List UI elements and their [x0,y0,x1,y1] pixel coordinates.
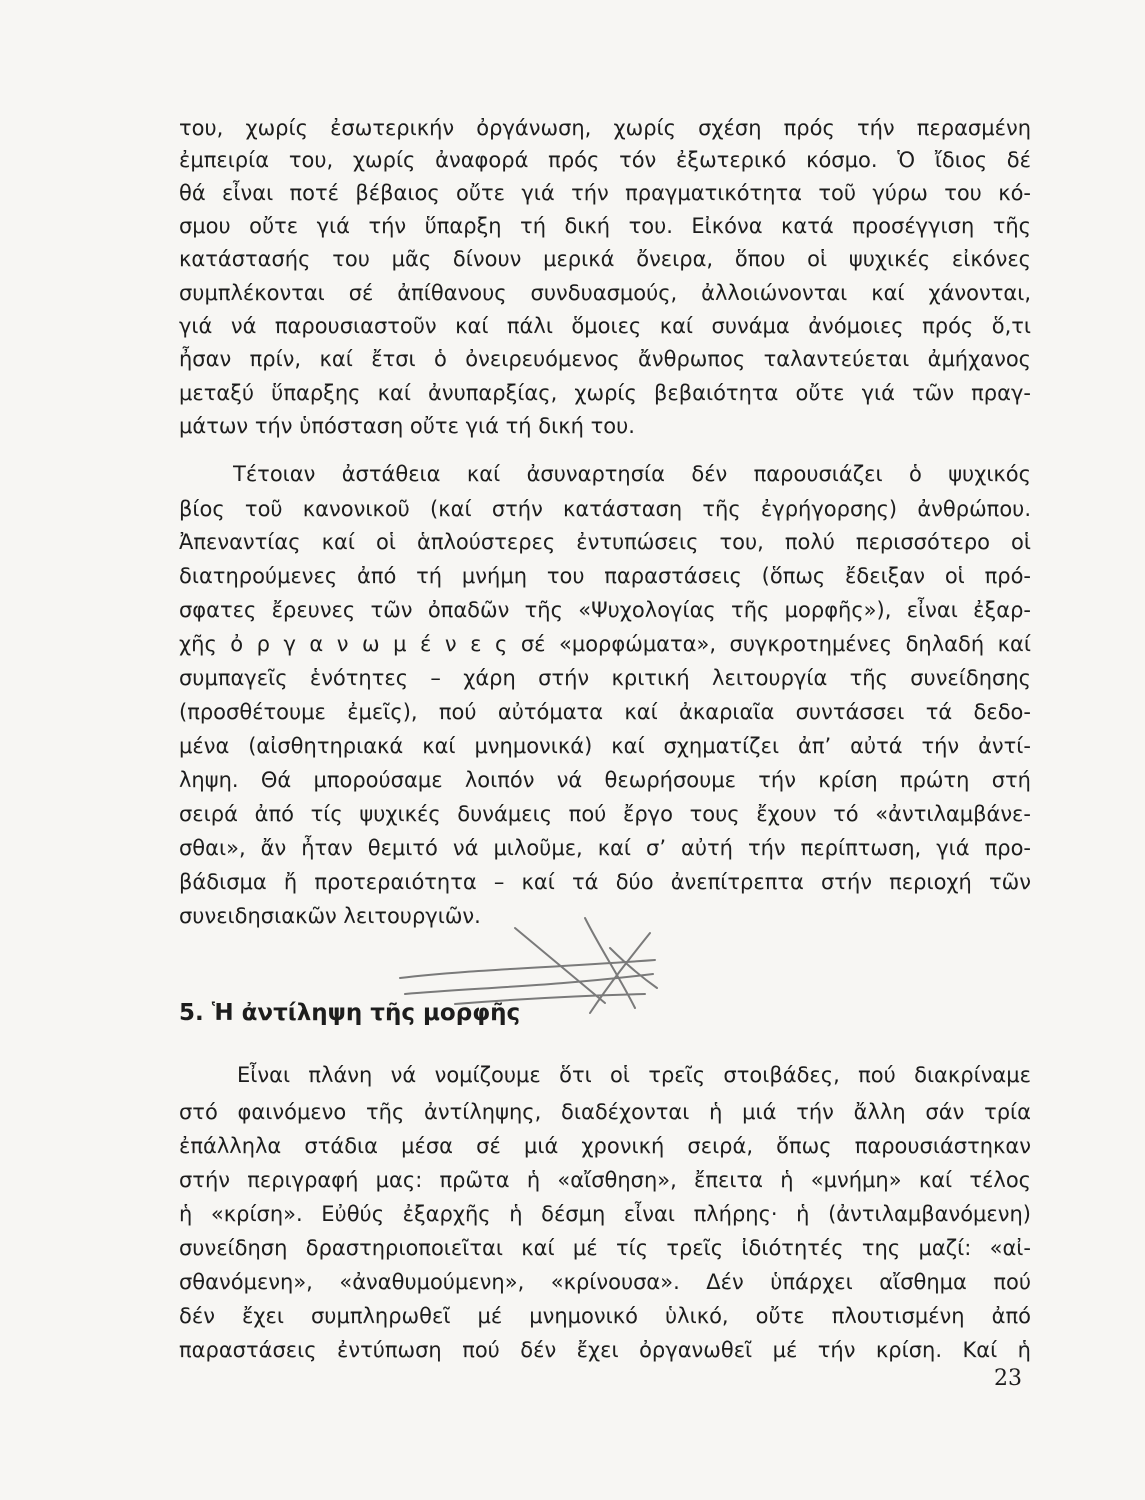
page-number: 23 [994,1366,1022,1391]
text-line: του, χωρίς ἐσωτερικήν ὀργάνωση, χωρίς σχέση πρός τήν περασμένη [179,116,1031,140]
text-line: σμου οὔτε γιά τήν ὕπαρξη τή δική του. Εἰκόνα κατά προσέγγιση τῆς [179,214,1031,238]
text-line: στήν περιγραφή μας: πρῶτα ἡ «αἴσθηση», ἔπειτα ἡ «μνήμη» καί τέλος [179,1168,1031,1192]
text-line: μεταξύ ὕπαρξης καί ἀνυπαρξίας, χωρίς βεβαιότητα οὔτε γιά τῶν πραγ- [179,381,1031,405]
text-line: σειρά ἀπό τίς ψυχικές δυνάμεις πού ἔργο τους ἔχουν τό «ἀντιλαμβάνε- [179,802,1031,826]
text-line: σθαι», ἄν ἦταν θεμιτό νά μιλοῦμε, καί σ’ αὐτή τήν περίπτωση, γιά προ- [179,836,1031,860]
text-line: βίος τοῦ κανονικοῦ (καί στήν κατάσταση τῆς ἐγρήγορσης) ἀνθρώπου. [179,497,1031,521]
text-line: Ἀπεναντίας καί οἱ ἁπλούστερες ἐντυπώσεις του, πολύ περισσότερο οἱ [179,530,1031,554]
text-line: ἐπάλληλα στάδια μέσα σέ μιά χρονική σειρά, ὅπως παρουσιάστηκαν [179,1134,1031,1158]
section-heading: 5. Ἡ ἀντίληψη τῆς μορφῆς [179,1000,521,1026]
text-line: μένα (αἰσθητηριακά καί μνημονικά) καί σχηματίζει ἀπ’ αὐτά τήν ἀντί- [179,734,1031,758]
text-line: Τέτοιαν ἀστάθεια καί ἀσυναρτησία δέν παρουσιάζει ὁ ψυχικός [233,462,1031,486]
text-line: χῆς ὀ ρ γ α ν ω μ έ ν ε ς σέ «μορφώματα», συγκροτημένες δηλαδή καί [179,632,1031,656]
text-line: ληψη. Θά μπορούσαμε λοιπόν νά θεωρήσουμε τήν κρίση πρώτη στή [179,768,1031,792]
text-line: σφατες ἔρευνες τῶν ὀπαδῶν τῆς «Ψυχολογίας τῆς μορφῆς»), εἶναι ἐξαρ- [179,598,1031,622]
text-line: συνείδηση δραστηριοποιεῖται καί μέ τίς τρεῖς ἰδιότητές της μαζί: «αἰ- [179,1236,1031,1260]
text-line: γιά νά παρουσιαστοῦν καί πάλι ὅμοιες καί συνάμα ἀνόμοιες πρός ὅ,τι [179,314,1031,338]
text-line: Εἶναι πλάνη νά νομίζουμε ὅτι οἱ τρεῖς στοιβάδες, πού διακρίναμε [237,1063,1031,1087]
text-line: βάδισμα ἤ προτεραιότητα – καί τά δύο ἀνεπίτρεπτα στήν περιοχή τῶν [179,870,1031,894]
text-line: δέν ἔχει συμπληρωθεῖ μέ μνημονικό ὑλικό, οὔτε πλουτισμένη ἀπό [179,1304,1031,1328]
text-line: ἦσαν πρίν, καί ἔτσι ὁ ὀνειρευόμενος ἄνθρωπος ταλαντεύεται ἀμήχανος [179,347,1031,371]
text-line: διατηρούμενες ἀπό τή μνήμη του παραστάσεις (ὅπως ἔδειξαν οἱ πρό- [179,564,1031,588]
text-line: συνειδησιακῶν λειτουργιῶν. [179,904,481,928]
text-line: στό φαινόμενο τῆς ἀντίληψης, διαδέχονται ἡ μιά τήν ἄλλη σάν τρία [179,1100,1031,1124]
text-line: θά εἶναι ποτέ βέβαιος οὔτε γιά τήν πραγματικότητα τοῦ γύρω του κό- [179,181,1031,205]
text-line: κατάστασής του μᾶς δίνουν μερικά ὄνειρα, ὅπου οἱ ψυχικές εἰκόνες [179,247,1031,271]
text-line: (προσθέτουμε ἐμεῖς), πού αὐτόματα καί ἀκαριαῖα συντάσσει τά δεδο- [179,700,1031,724]
text-line: σθανόμενη», «ἀναθυμούμενη», «κρίνουσα». Δέν ὑπάρχει αἴσθημα πού [179,1270,1031,1294]
text-line: συμπαγεῖς ἑνότητες – χάρη στήν κριτική λειτουργία τῆς συνείδησης [179,666,1031,690]
text-line: ἡ «κρίση». Εὐθύς ἐξαρχῆς ἡ δέσμη εἶναι πλήρης· ἡ (ἀντιλαμβανόμενη) [179,1202,1031,1226]
text-line: παραστάσεις ἐντύπωση πού δέν ἔχει ὀργανωθεῖ μέ τήν κρίση. Καί ἡ [179,1338,1031,1362]
text-line: ἐμπειρία του, χωρίς ἀναφορά πρός τόν ἐξωτερικό κόσμο. Ὁ ἴδιος δέ [179,148,1031,172]
text-line: μάτων τήν ὑπόσταση οὔτε γιά τή δική του. [179,414,635,438]
text-line: συμπλέκονται σέ ἀπίθανους συνδυασμούς, ἀλλοιώνονται καί χάνονται, [179,281,1031,305]
